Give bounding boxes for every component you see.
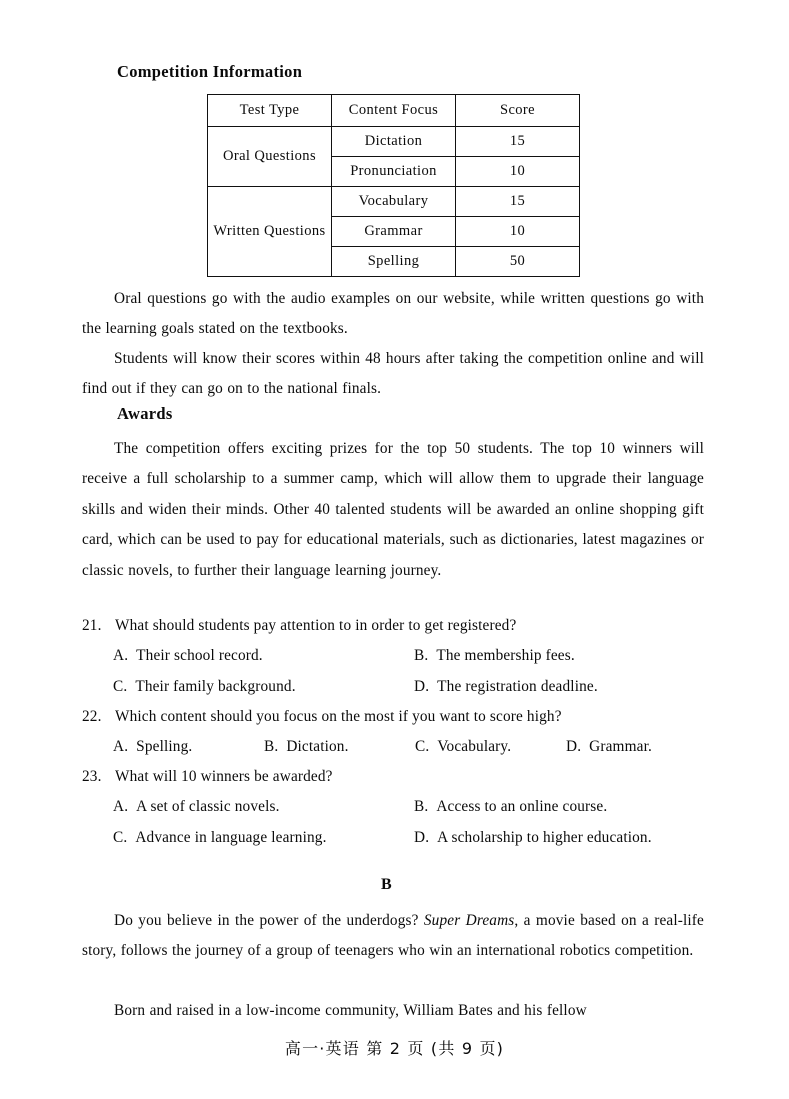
question-stem: Which content should you focus on the most if you want to score high?: [115, 708, 562, 725]
question-stem-row: [82, 708, 704, 738]
table-header-content-focus: Content Focus: [332, 95, 456, 127]
question-stem: What will 10 winners be awarded?: [115, 768, 333, 785]
option-c[interactable]: [113, 829, 414, 847]
option-text: Access to an online course.: [436, 798, 608, 815]
option-text: A set of classic novels.: [136, 798, 280, 815]
option-letter: A.: [113, 647, 129, 664]
b-intro-after: , a movie based on a real-life story, follows the journey of a group of teenagers who win an international robotics competition.: [82, 912, 704, 960]
option-a[interactable]: [113, 647, 414, 665]
table-cell-score: 50: [456, 247, 580, 277]
option-text: Spelling.: [136, 738, 193, 755]
option-b[interactable]: [414, 647, 715, 665]
option-text: Vocabulary.: [437, 738, 512, 755]
option-letter: C.: [113, 678, 128, 695]
table-cell-test-type: Written Questions: [208, 187, 332, 277]
option-letter: D.: [414, 829, 430, 846]
table-header-row: [208, 95, 580, 127]
paragraph-b-second: Born and raised in a low-income community, William Bates and his fellow: [114, 1002, 587, 1019]
option-text: Grammar.: [589, 738, 652, 755]
option-row: [82, 678, 704, 709]
paragraph-scores: Students will know their scores within 48 hours after taking the competition online and will find out if they can go on to the national finals.: [82, 350, 704, 398]
option-d[interactable]: [414, 829, 715, 847]
paragraph-oral-questions: Oral questions go with the audio examples on our website, while written questions go with the learning goals stated on the textbooks.: [82, 290, 704, 338]
option-a[interactable]: [113, 798, 414, 816]
question-number: 21.: [82, 617, 102, 634]
table-row: [208, 127, 580, 157]
b-intro-before: Do you believe in the power of the underdogs?: [114, 912, 424, 929]
table-row: [208, 187, 580, 217]
question-22: [82, 708, 704, 769]
table-cell-score: 10: [456, 157, 580, 187]
section-b-marker: B: [381, 876, 392, 893]
option-row: [82, 798, 704, 829]
option-a[interactable]: [113, 738, 264, 756]
page-title: Competition Information: [117, 62, 303, 81]
option-b[interactable]: [414, 798, 715, 816]
option-c[interactable]: [415, 738, 566, 756]
question-stem-row: [82, 617, 704, 647]
option-letter: C.: [113, 829, 128, 846]
paragraph-awards: The competition offers exciting prizes for the top 50 students. The top 10 winners will receive a full scholarship to a summer camp, which will allow them to upgrade their language skills and widen their minds. Other 40 talented students will be awarded an online shopping gift card, which can be used to pay for educational materials, such as dictionaries, latest magazines or classic novels, to further their language learning journey.: [82, 440, 704, 579]
option-text: Advance in language learning.: [135, 829, 327, 846]
competition-information-table: [207, 94, 580, 277]
option-letter: A.: [113, 798, 129, 815]
question-number: 23.: [82, 768, 102, 785]
option-b[interactable]: [264, 738, 415, 756]
option-letter: B.: [264, 738, 279, 755]
option-text: Their school record.: [136, 647, 263, 664]
table-cell-content-focus: Pronunciation: [332, 157, 456, 187]
option-text: A scholarship to higher education.: [437, 829, 652, 846]
table-cell-test-type: Oral Questions: [208, 127, 332, 187]
question-23: [82, 768, 704, 860]
table-cell-content-focus: Vocabulary: [332, 187, 456, 217]
option-letter: A.: [113, 738, 129, 755]
option-d[interactable]: [566, 738, 717, 756]
option-d[interactable]: [414, 678, 715, 696]
option-text: Their family background.: [135, 678, 296, 695]
page-footer: 高一·英语 第 2 页 (共 9 页): [284, 1039, 505, 1058]
paragraph-b-intro: [82, 906, 704, 967]
table-cell-score: 10: [456, 217, 580, 247]
question-number: 22.: [82, 708, 102, 725]
option-letter: D.: [566, 738, 582, 755]
question-stem: What should students pay attention to in order to get registered?: [115, 617, 517, 634]
option-row: [82, 829, 704, 860]
option-letter: C.: [415, 738, 430, 755]
option-text: Dictation.: [286, 738, 349, 755]
table-header-test-type: Test Type: [208, 95, 332, 127]
option-text: The membership fees.: [436, 647, 575, 664]
option-letter: B.: [414, 798, 429, 815]
table-cell-content-focus: Spelling: [332, 247, 456, 277]
table-cell-score: 15: [456, 187, 580, 217]
option-row: [82, 738, 704, 769]
question-21: [82, 617, 704, 709]
table-cell-score: 15: [456, 127, 580, 157]
awards-heading: Awards: [117, 404, 173, 423]
option-letter: D.: [414, 678, 430, 695]
option-letter: B.: [414, 647, 429, 664]
question-stem-row: [82, 768, 704, 798]
option-text: The registration deadline.: [437, 678, 598, 695]
table-header-score: Score: [456, 95, 580, 127]
table-cell-content-focus: Dictation: [332, 127, 456, 157]
movie-title: Super Dreams: [423, 912, 515, 929]
option-row: [82, 647, 704, 678]
option-c[interactable]: [113, 678, 414, 696]
table-cell-content-focus: Grammar: [332, 217, 456, 247]
